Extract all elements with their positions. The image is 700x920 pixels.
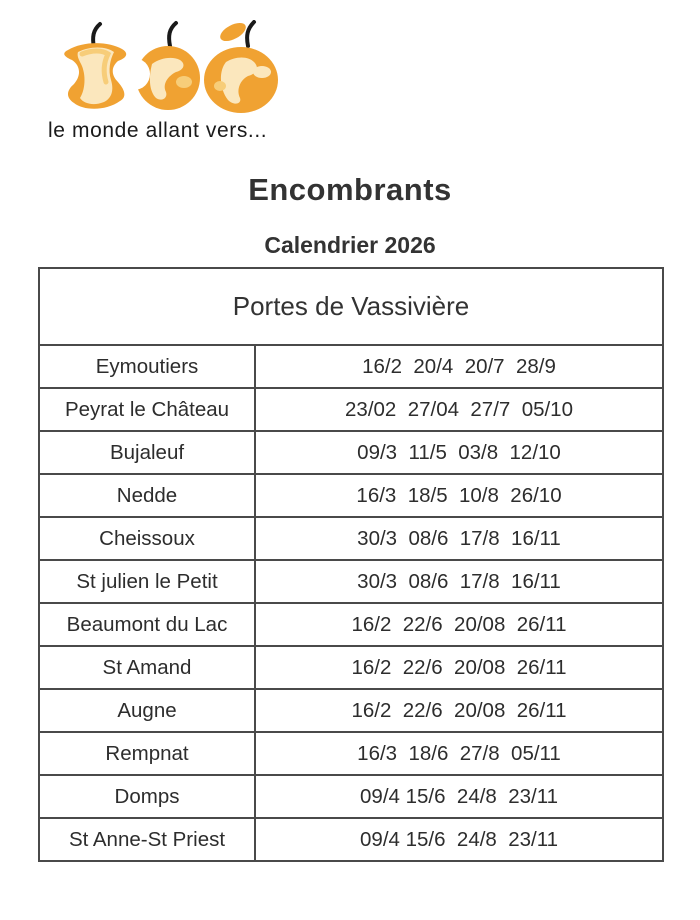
dates-cell: 16/3 18/5 10/8 26/10 — [255, 474, 663, 517]
table-row — [39, 775, 663, 818]
logo-apples-icon — [48, 20, 288, 115]
whole-apple-icon — [204, 20, 278, 113]
logo-tagline: le monde allant vers... — [48, 119, 268, 142]
table-row — [39, 603, 663, 646]
table-row — [39, 818, 663, 861]
commune-cell: St Amand — [39, 646, 255, 689]
bitten-apple-icon — [118, 23, 200, 110]
table-row — [39, 345, 663, 388]
commune-cell: St Anne-St Priest — [39, 818, 255, 861]
commune-cell: Rempnat — [39, 732, 255, 775]
table-header-row — [39, 268, 663, 345]
table-row — [39, 646, 663, 689]
dates-cell: 30/3 08/6 17/8 16/11 — [255, 560, 663, 603]
dates-cell: 30/3 08/6 17/8 16/11 — [255, 517, 663, 560]
commune-cell: Domps — [39, 775, 255, 818]
page-title: Encombrants — [248, 172, 452, 207]
dates-cell: 16/2 22/6 20/08 26/11 — [255, 689, 663, 732]
table-row — [39, 732, 663, 775]
page-subtitle: Calendrier 2026 — [264, 232, 436, 258]
dates-cell: 09/3 11/5 03/8 12/10 — [255, 431, 663, 474]
table-row — [39, 388, 663, 431]
commune-cell: St julien le Petit — [39, 560, 255, 603]
table-row — [39, 560, 663, 603]
commune-cell: Peyrat le Château — [39, 388, 255, 431]
commune-cell: Beaumont du Lac — [39, 603, 255, 646]
commune-cell: Bujaleuf — [39, 431, 255, 474]
dates-cell: 16/3 18/6 27/8 05/11 — [255, 732, 663, 775]
commune-cell: Eymoutiers — [39, 345, 255, 388]
table-row — [39, 517, 663, 560]
region-header: Portes de Vassivière — [39, 268, 663, 345]
commune-cell: Cheissoux — [39, 517, 255, 560]
dates-cell: 23/02 27/04 27/7 05/10 — [255, 388, 663, 431]
table-row — [39, 689, 663, 732]
logo — [48, 20, 298, 143]
calendar-table — [38, 267, 664, 862]
commune-cell: Nedde — [39, 474, 255, 517]
table-row — [39, 431, 663, 474]
dates-cell: 16/2 22/6 20/08 26/11 — [255, 603, 663, 646]
dates-cell: 09/4 15/6 24/8 23/11 — [255, 818, 663, 861]
dates-cell: 16/2 20/4 20/7 28/9 — [255, 345, 663, 388]
dates-cell: 09/4 15/6 24/8 23/11 — [255, 775, 663, 818]
apple-core-icon — [64, 24, 126, 109]
dates-cell: 16/2 22/6 20/08 26/11 — [255, 646, 663, 689]
commune-cell: Augne — [39, 689, 255, 732]
table-row — [39, 474, 663, 517]
